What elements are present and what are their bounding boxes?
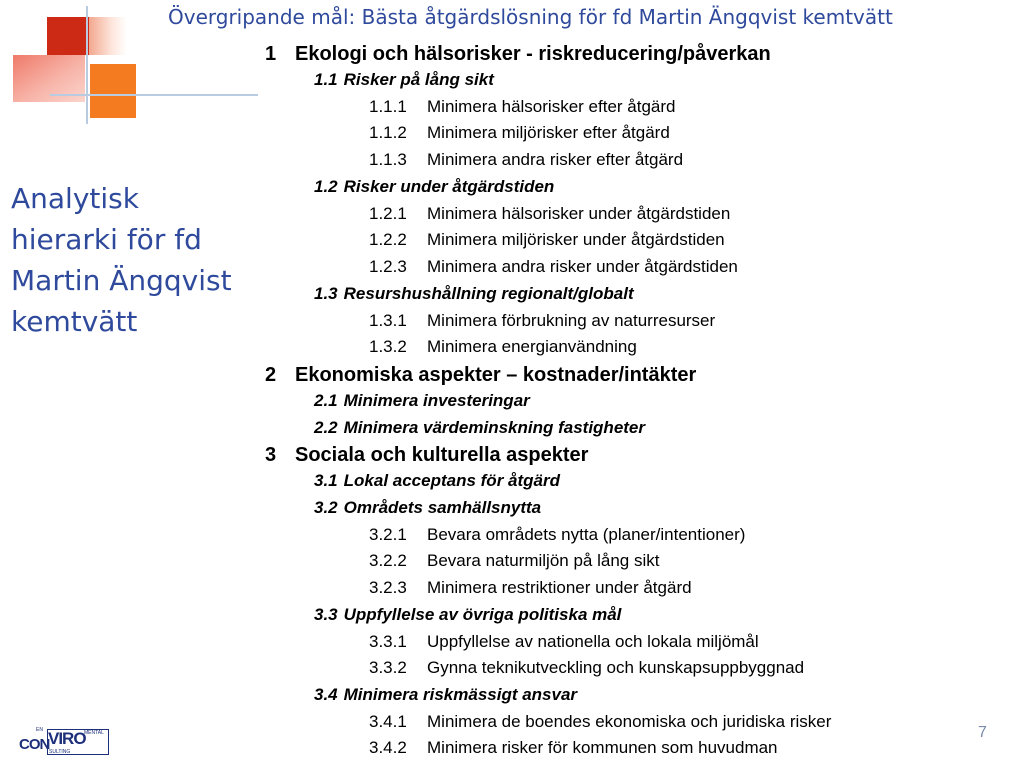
hierarchy-item-level-3: [265, 257, 738, 277]
hierarchy-item-text: Risker på lång sikt: [343, 70, 494, 89]
hierarchy-item-number: 3.3.1: [369, 632, 407, 651]
hierarchy-item-level-3: [265, 712, 831, 732]
side-heading-line: Martin Ängqvist: [11, 264, 232, 297]
hierarchy-item-text: Minimera restriktioner under åtgärd: [427, 578, 692, 597]
side-heading-line: hierarki för fd: [11, 223, 202, 256]
hierarchy-item-level-3: [265, 97, 675, 117]
hierarchy-item-number: 3.4: [314, 685, 338, 704]
hierarchy-item-text: Bevara naturmiljön på lång sikt: [427, 551, 660, 570]
hierarchy-item-text: Uppfyllelse av nationella och lokala miljömål: [427, 632, 759, 651]
hierarchy-item-number: 3.1: [314, 471, 338, 490]
hierarchy-item-number: 1.2: [314, 177, 338, 196]
hierarchy-item-level-2: [265, 471, 560, 491]
hierarchy-item-text: Minimera hälsorisker efter åtgärd: [427, 97, 676, 116]
hierarchy-item-number: 3.2.2: [369, 551, 407, 570]
hierarchy-item-number: 1.1.2: [369, 123, 407, 142]
decor-red-square: [47, 17, 89, 55]
hierarchy-item-level-1: [265, 364, 696, 387]
hierarchy-item-number: 3.2.3: [369, 578, 407, 597]
hierarchy-item-text: Minimera hälsorisker under åtgärdstiden: [427, 204, 731, 223]
hierarchy-item-text: Sociala och kulturella aspekter: [295, 444, 589, 466]
hierarchy-item-text: Ekologi och hälsorisker - riskreducering/påverkan: [295, 43, 771, 65]
hierarchy-item-level-2: [265, 685, 577, 705]
hierarchy-item-text: Minimera värdeminskning fastigheter: [343, 418, 646, 437]
hierarchy-item-level-3: [265, 150, 683, 170]
decor-horizontal-line: [50, 94, 258, 96]
logo-text-viro: VIRO: [48, 729, 86, 748]
hierarchy-item-text: Ekonomiska aspekter – kostnader/intäkter: [295, 364, 697, 386]
decor-vertical-line: [86, 6, 88, 124]
hierarchy-item-text: Risker under åtgärdstiden: [343, 177, 555, 196]
hierarchy-item-level-3: [265, 578, 692, 598]
hierarchy-item-number: 1: [265, 43, 277, 65]
hierarchy-item-text: Lokal acceptans för åtgärd: [343, 471, 560, 490]
hierarchy-item-level-2: [265, 284, 634, 304]
hierarchy-item-text: Minimera förbrukning av naturresurser: [427, 311, 716, 330]
hierarchy-item-number: 2: [265, 364, 277, 386]
hierarchy-item-level-2: [265, 70, 494, 90]
conviro-logo: [19, 727, 111, 757]
hierarchy-item-level-3: [265, 204, 730, 224]
hierarchy-item-text: Minimera riskmässigt ansvar: [343, 685, 578, 704]
hierarchy-item-level-2: [265, 498, 541, 518]
logo-text-en: EN: [36, 727, 43, 733]
hierarchy-item-number: 1.2.3: [369, 257, 407, 276]
logo-text-con: CON: [19, 736, 50, 753]
hierarchy-item-level-2: [265, 177, 554, 197]
hierarchy-item-text: Gynna teknikutveckling och kunskapsuppbyggnad: [427, 658, 805, 677]
hierarchy-item-number: 3.2.1: [369, 525, 407, 544]
decor-faded-square: [89, 17, 127, 55]
hierarchy-item-text: Minimera de boendes ekonomiska och juridiska risker: [427, 712, 832, 731]
hierarchy-item-text: Minimera miljörisker under åtgärdstiden: [427, 230, 725, 249]
hierarchy-item-level-3: [265, 230, 725, 250]
hierarchy-item-number: 1.1.3: [369, 150, 407, 169]
hierarchy-item-text: Områdets samhällsnytta: [343, 498, 542, 517]
hierarchy-item-level-3: [265, 123, 670, 143]
hierarchy-item-number: 3: [265, 444, 277, 466]
hierarchy-item-level-3: [265, 632, 759, 652]
hierarchy-item-level-2: [265, 418, 645, 438]
hierarchy-item-number: 1.1.1: [369, 97, 407, 116]
hierarchy-item-text: Minimera investeringar: [343, 391, 530, 410]
logo-text-mental: MENTAL: [84, 730, 104, 736]
hierarchy-item-level-2: [265, 391, 530, 411]
hierarchy-item-number: 1.2.1: [369, 204, 407, 223]
hierarchy-item-number: 1.3.1: [369, 311, 407, 330]
hierarchy-item-number: 1.3: [314, 284, 338, 303]
hierarchy-item-text: Uppfyllelse av övriga politiska mål: [343, 605, 622, 624]
decor-orange-square: [90, 64, 136, 118]
hierarchy-item-number: 3.3: [314, 605, 338, 624]
hierarchy-item-number: 3.3.2: [369, 658, 407, 677]
hierarchy-item-number: 1.2.2: [369, 230, 407, 249]
hierarchy-item-number: 1.3.2: [369, 337, 407, 356]
side-heading-line: Analytisk: [11, 182, 139, 215]
hierarchy-item-level-3: [265, 337, 637, 357]
hierarchy-item-level-3: [265, 525, 745, 545]
hierarchy-item-level-3: [265, 551, 659, 571]
logo-text-sulting: SULTING: [49, 749, 71, 755]
hierarchy-item-text: Resurshushållning regionalt/globalt: [343, 284, 634, 303]
hierarchy-item-number: 3.2: [314, 498, 338, 517]
hierarchy-item-text: Minimera andra risker efter åtgärd: [427, 150, 684, 169]
hierarchy-item-number: 3.4.2: [369, 738, 407, 757]
hierarchy-item-text: Minimera miljörisker efter åtgärd: [427, 123, 670, 142]
hierarchy-item-level-1: [265, 444, 588, 467]
hierarchy-item-text: Bevara områdets nytta (planer/intentioner): [427, 525, 746, 544]
hierarchy-item-text: Minimera energianvändning: [427, 337, 637, 356]
hierarchy-item-level-3: [265, 311, 715, 331]
side-heading: [11, 178, 256, 342]
hierarchy-item-number: 1.1: [314, 70, 338, 89]
hierarchy-item-text: Minimera risker för kommunen som huvudman: [427, 738, 778, 757]
side-heading-line: kemtvätt: [11, 305, 138, 338]
hierarchy-item-level-1: [265, 43, 771, 66]
hierarchy-item-number: 3.4.1: [369, 712, 407, 731]
hierarchy-item-number: 2.2: [314, 418, 338, 437]
hierarchy-item-level-3: [265, 738, 778, 758]
slide-title: Övergripande mål: Bästa åtgärdslösning för fd Martin Ängqvist kemtvätt: [168, 5, 893, 29]
hierarchy-item-level-2: [265, 605, 621, 625]
hierarchy-item-number: 2.1: [314, 391, 338, 410]
page-number: 7: [978, 724, 987, 741]
hierarchy-item-level-3: [265, 658, 804, 678]
hierarchy-item-text: Minimera andra risker under åtgärdstiden: [427, 257, 738, 276]
